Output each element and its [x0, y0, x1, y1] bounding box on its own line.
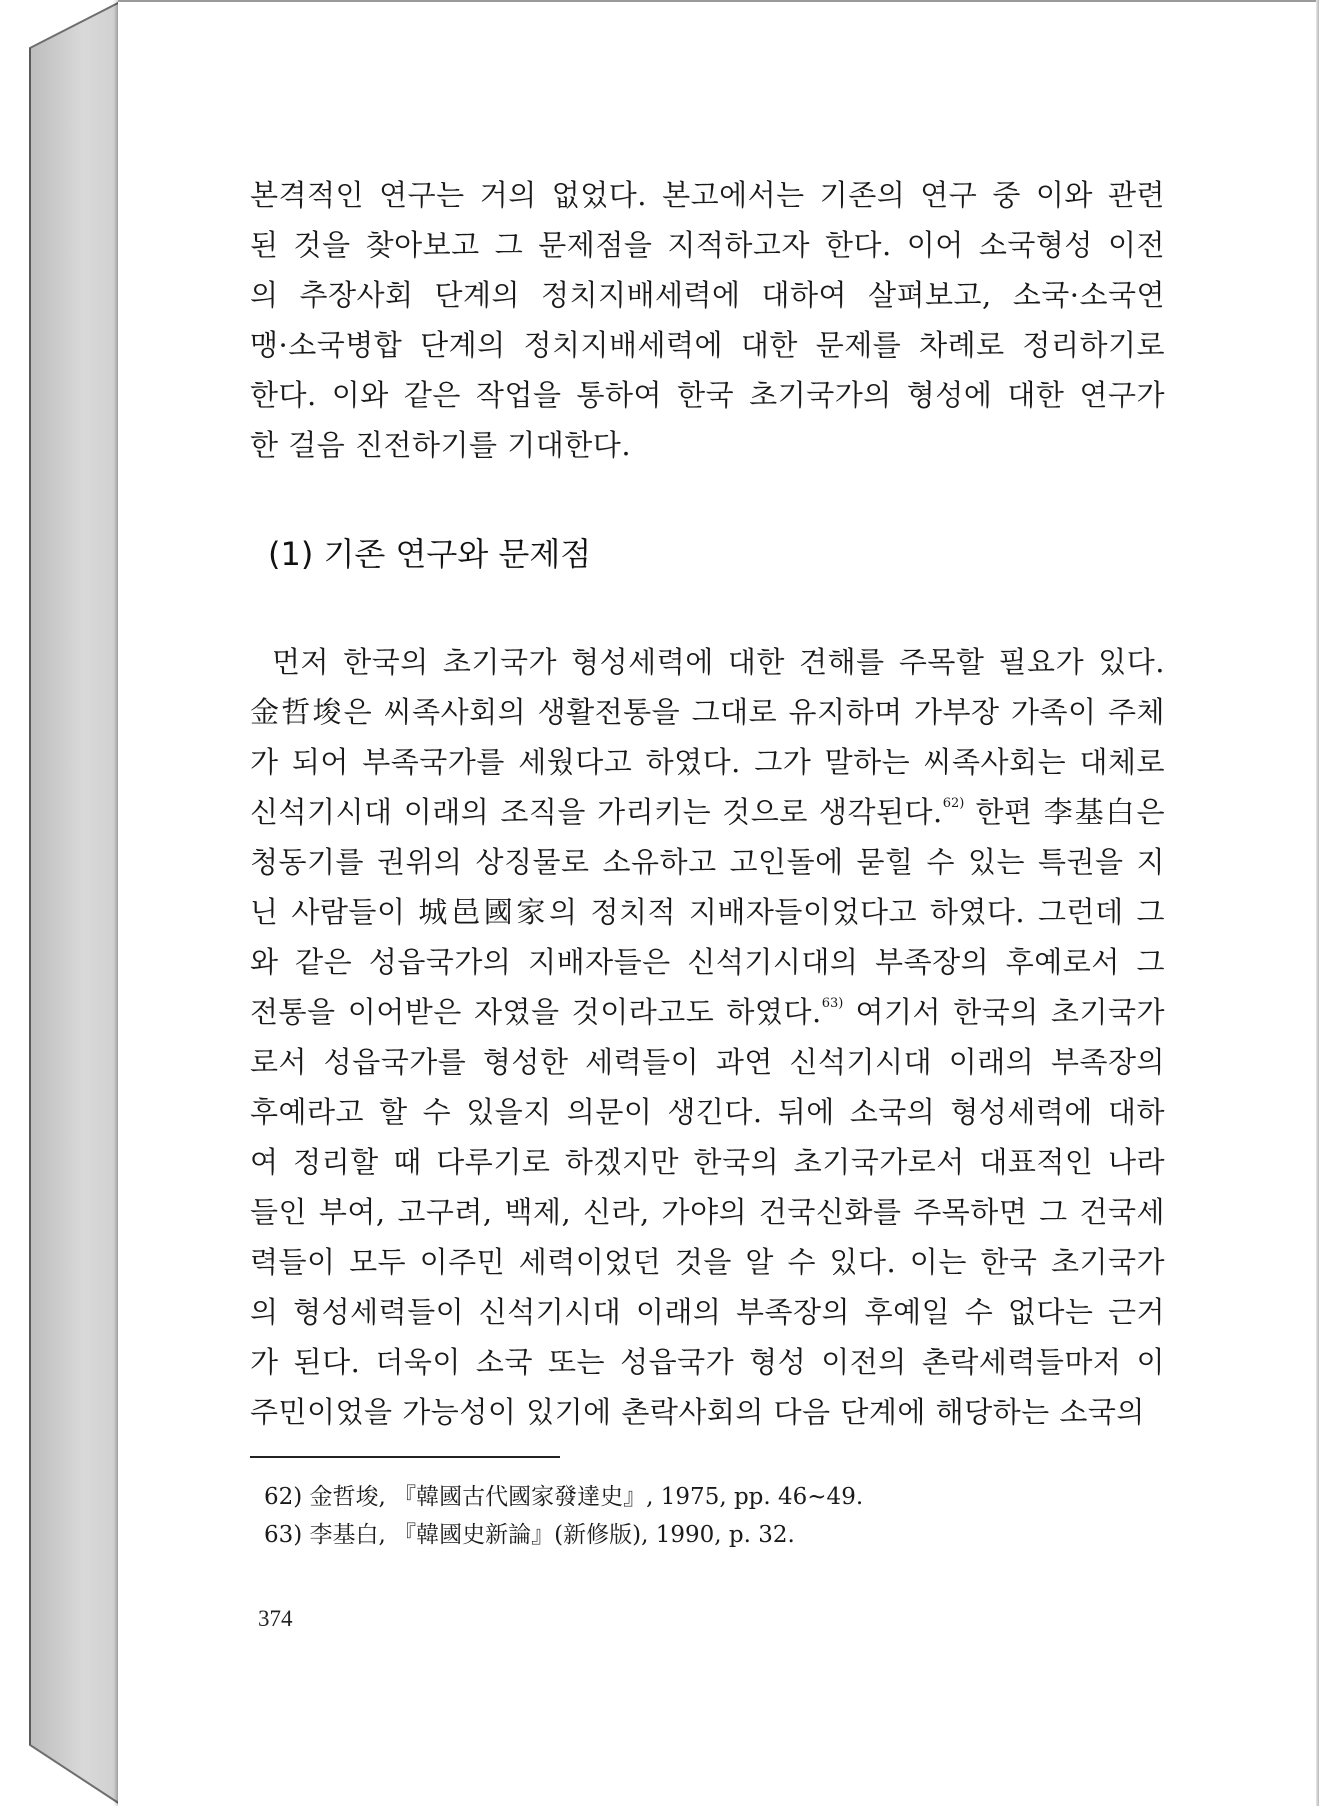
line-text: 전통을 이어받은 자였을 것이라고도 하였다. — [250, 995, 822, 1029]
line-text: 후예라고 할 수 있을지 의문이 생긴다. 뒤에 소국의 형성세력에 대하 — [250, 1095, 1165, 1129]
line-text: 로서 성읍국가를 형성한 세력들이 과연 신석기시대 이래의 부족장의 — [250, 1045, 1165, 1079]
line-text: 닌 사람들이 城邑國家의 정치적 지배자들이었다고 하였다. 그런데 그 — [250, 895, 1165, 929]
book-spine — [0, 0, 125, 1806]
text-line — [250, 837, 1165, 887]
text-line — [250, 1037, 1165, 1087]
text-line — [250, 1187, 1165, 1237]
text-line — [250, 1287, 1165, 1337]
intro-paragraph — [250, 170, 1165, 470]
text-line — [250, 637, 1165, 687]
text-line — [250, 787, 1165, 837]
footnote-ref: 63) — [821, 996, 844, 1011]
page-content — [250, 170, 1165, 1554]
text-line: 의 추장사회 단계의 정치지배세력에 대하여 살펴보고, 소국·소국연 — [250, 278, 1165, 312]
page-top-edge — [118, 0, 1319, 2]
line-text: 의 형성세력들이 신석기시대 이래의 부족장의 후예일 수 없다는 근거 — [250, 1295, 1165, 1329]
line-text: 들인 부여, 고구려, 백제, 신라, 가야의 건국신화를 주목하면 그 건국세 — [250, 1195, 1165, 1229]
line-text: 가 되어 부족국가를 세웠다고 하였다. 그가 말하는 씨족사회는 대체로 — [250, 745, 1165, 779]
line-text: 가 된다. 더욱이 소국 또는 성읍국가 형성 이전의 촌락세력들마저 이 — [250, 1345, 1165, 1379]
footnote-ref: 62) — [942, 796, 965, 811]
text-line — [250, 1337, 1165, 1387]
text-line: 한다. 이와 같은 작업을 통하여 한국 초기국가의 형성에 대한 연구가 — [250, 378, 1165, 412]
footnote-divider — [250, 1456, 560, 1458]
line-text: 주민이었을 가능성이 있기에 촌락사회의 다음 단계에 해당하는 소국의 — [250, 1395, 1145, 1429]
line-text: 여 정리할 때 다루기로 하겠지만 한국의 초기국가로서 대표적인 나라 — [250, 1145, 1165, 1179]
section-heading: (1) 기존 연구와 문제점 — [268, 535, 592, 573]
text-line — [250, 987, 1165, 1037]
text-line: 맹·소국병합 단계의 정치지배세력에 대한 문제를 차례로 정리하기로 — [250, 328, 1165, 362]
line-text: 신석기시대 이래의 조직을 가리키는 것으로 생각된다. — [250, 795, 943, 829]
text-line: 된 것을 찾아보고 그 문제점을 지적하고자 한다. 이어 소국형성 이전 — [250, 228, 1165, 262]
text-line — [250, 887, 1165, 937]
section-paragraph — [250, 637, 1165, 1437]
text-line — [250, 687, 1165, 737]
line-text: 먼저 한국의 초기국가 형성세력에 대한 견해를 주목할 필요가 있다. — [272, 645, 1165, 679]
text-line — [250, 1087, 1165, 1137]
footnotes — [264, 1478, 1165, 1554]
text-line — [250, 937, 1165, 987]
line-text-continued: 여기서 한국의 초기국가 — [843, 995, 1165, 1029]
line-text: 력들이 모두 이주민 세력이었던 것을 알 수 있다. 이는 한국 초기국가 — [250, 1245, 1165, 1279]
page-number: 374 — [258, 1606, 293, 1631]
text-line: 한 걸음 진전하기를 기대한다. — [250, 428, 632, 462]
line-text-continued: 한편 李基白은 — [964, 795, 1166, 829]
footnote-item: 62) 金哲埈, 『韓國古代國家發達史』, 1975, pp. 46~49. — [264, 1484, 864, 1510]
text-line: 본격적인 연구는 거의 없었다. 본고에서는 기존의 연구 중 이와 관련 — [250, 178, 1165, 212]
line-text: 청동기를 권위의 상징물로 소유하고 고인돌에 묻힐 수 있는 특권을 지 — [250, 845, 1165, 879]
text-line — [250, 1387, 1165, 1437]
line-text: 와 같은 성읍국가의 지배자들은 신석기시대의 부족장의 후예로서 그 — [250, 945, 1165, 979]
footnote-item: 63) 李基白, 『韓國史新論』(新修版), 1990, p. 32. — [264, 1522, 795, 1548]
line-text: 金哲埈은 씨족사회의 생활전통을 그대로 유지하며 가부장 가족이 주체 — [250, 695, 1165, 729]
text-line — [250, 737, 1165, 787]
text-line — [250, 1237, 1165, 1287]
text-line — [250, 1137, 1165, 1187]
